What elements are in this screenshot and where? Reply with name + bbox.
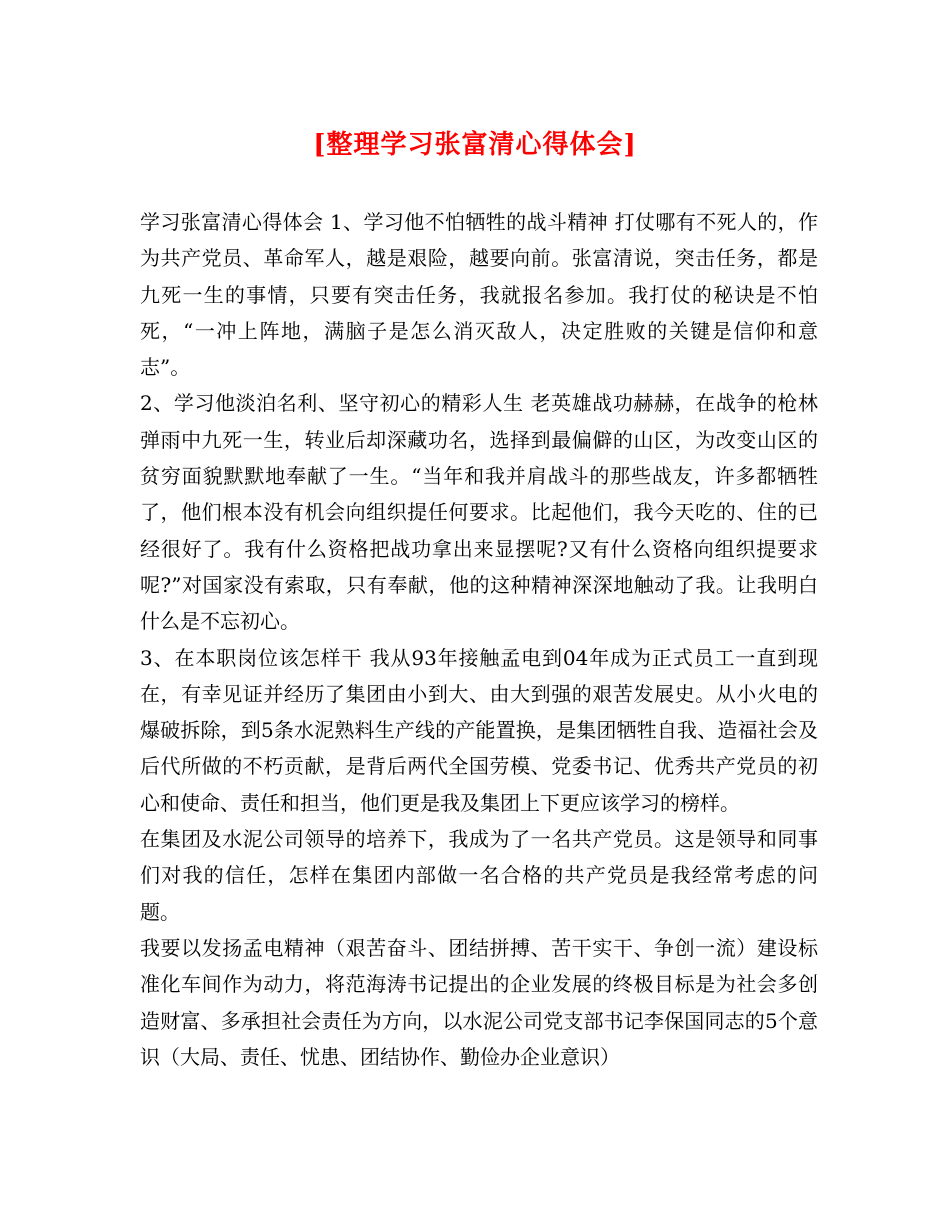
paragraph-1: 学习张富清心得体会 1、学习他不怕牺牲的战斗精神 打仗哪有不死人的，作为共产党员、革命军人，越是艰险，越要向前。张富清说，突击任务，都是九死一生的事情，只要有突击任务，我就报名参加。我打仗的秘诀是不怕死，“一冲上阵地，满脑子是怎么消灭敌人，决定胜败的关键是信仰和意志”。 xyxy=(140,210,818,380)
document-body xyxy=(140,204,818,1075)
document-title: [整理学习张富清心得体会] xyxy=(313,130,637,160)
paragraph-4: 在集团及水泥公司领导的培养下，我成为了一名共产党员。这是领导和同事们对我的信任，怎样在集团内部做一名合格的共产党员是我经常考虑的问题。 xyxy=(140,827,818,924)
paragraph-2: 2、学习他淡泊名利、坚守初心的精彩人生 老英雄战功赫赫，在战争的枪林弹雨中九死一生，转业后却深藏功名，选择到最偏僻的山区，为改变山区的贫穷面貌默默地奉献了一生。“当年和我并肩战斗的那些战友，许多都牺牲了，他们根本没有机会向组织提任何要求。比起他们，我今天吃的、住的已经很好了。我有什么资格把战功拿出来显摆呢?又有什么资格向组织提要求呢?”对国家没有索取，只有奉献，他的这种精神深深地触动了我。让我明白什么是不忘初心。 xyxy=(140,391,818,634)
paragraph-5: 我要以发扬孟电精神（艰苦奋斗、团结拼搏、苦干实干、争创一流）建设标准化车间作为动力，将范海涛书记提出的企业发展的终极目标是为社会多创造财富、多承担社会责任为方向，以水泥公司党支部书记李保国同志的5个意识（大局、责任、忧患、团结协作、勤俭办企业意识） xyxy=(140,935,818,1069)
paragraph-3: 3、在本职岗位该怎样干 我从93年接触孟电到04年成为正式员工一直到现在，有幸见证并经历了集团由小到大、由大到强的艰苦发展史。从小火电的爆破拆除，到5条水泥熟料生产线的产能置换，是集团牺牲自我、造福社会及后代所做的不朽贡献，是背后两代全国劳模、党委书记、优秀共产党员的初心和使命、责任和担当，他们更是我及集团上下更应该学习的榜样。 xyxy=(140,645,818,815)
